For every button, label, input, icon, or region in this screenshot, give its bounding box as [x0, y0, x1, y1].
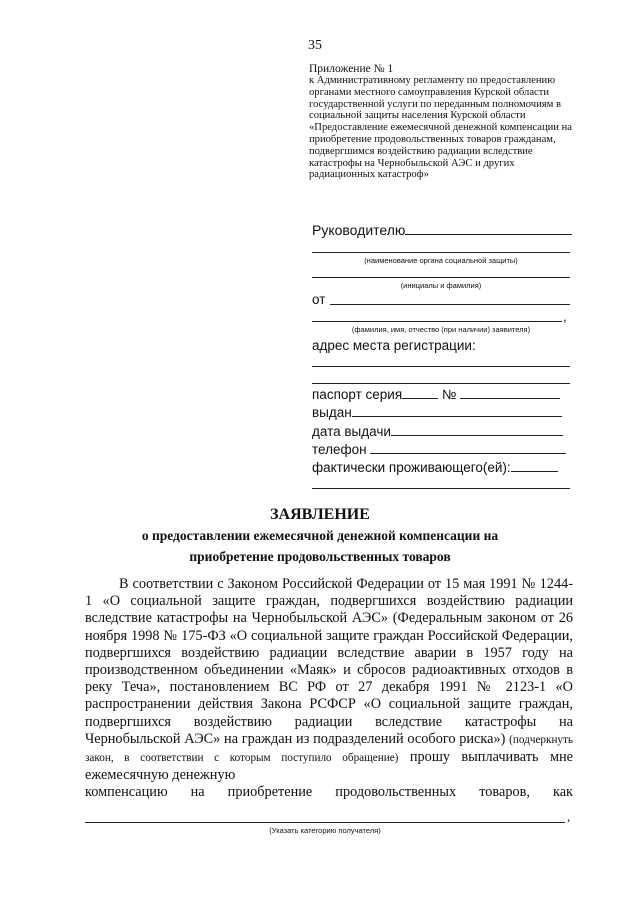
appendix-body: к Административному регламенту по предоставлению органами местного самоуправления Курской области государственной услуги по переданным полномочиям в социальной защиты населения Курской области «Предоставление ежемесячной денежной компенсации на приобретение продовольственных товаров гражданам, подвергшимся воздействию радиации вследствие катастрофы на Чернобыльской АЭС и других радиационных катастроф» [309, 75, 572, 181]
issue-date-field [312, 423, 563, 440]
phone-line[interactable] [370, 441, 566, 454]
passport-series-line[interactable] [402, 386, 438, 399]
address-line-1[interactable] [312, 366, 570, 367]
applicant-line[interactable] [312, 321, 562, 322]
paragraph-last-line: компенсацию на приобретение продовольственных товаров, как [85, 784, 573, 801]
issued-field [312, 404, 562, 421]
issued-label: выдан [312, 405, 352, 420]
issue-date-label: дата выдачи [312, 424, 391, 439]
number-label: № [441, 387, 457, 402]
category-comma: , [567, 809, 571, 824]
paragraph-text: В соответствии с Законом Российской Федерации от 15 мая 1991 № 1244-1 «О социальной защите граждан, подвергшихся воздействию радиации вследствие катастрофы на Чернобыльской АЭС» (Федеральным законом от 26 ноября 1998 № 175-ФЗ «О социальной защите граждан Российской Федерации, подвергшихся воздействию радиации вследствие аварии в 1957 году на производственном объединении «Маяк» и сбросов радиоактивных отходов в реку Теча», постановлением ВС РФ от 27 декабря 1991 № 2123-1 «О распространении действия Закона РСФСР «О социальной защите граждан, подвергшихся воздействию радиации вследствие катастрофы на Чернобыльской АЭС» на граждан из подразделений особого риска») [85, 576, 573, 747]
address-line-2[interactable] [312, 383, 570, 384]
residence-line[interactable] [511, 459, 558, 472]
phone-label: телефон [312, 442, 367, 457]
initials-caption: (инициалы и фамилия) [400, 281, 482, 290]
applicant-comma: , [563, 309, 567, 324]
passport-field [312, 386, 560, 403]
head-label: Руководителю [312, 222, 406, 238]
category-caption: (Указать категорию получателя) [269, 826, 381, 835]
passport-label: паспорт серия [312, 387, 403, 402]
page-number: 35 [308, 38, 322, 53]
initials-line[interactable] [312, 277, 570, 278]
residence-field [312, 459, 558, 476]
head-line[interactable] [405, 222, 572, 235]
appendix-title: Приложение № 1 [309, 63, 394, 75]
residence-label: фактически проживающего(ей): [312, 460, 511, 475]
statement-title: ЗАЯВЛЕНИЕ [270, 506, 370, 523]
category-line[interactable] [85, 822, 565, 823]
address-label: адрес места регистрации: [312, 338, 476, 353]
statement-paragraph [85, 576, 573, 802]
from-label: от [312, 292, 326, 307]
residence-line-2[interactable] [312, 488, 570, 489]
passport-number-line[interactable] [460, 386, 560, 399]
head-field [312, 222, 572, 238]
org-caption: (наименование органа социальной защиты) [364, 256, 518, 265]
statement-subtitle-2: приобретение продовольственных товаров [189, 549, 451, 564]
from-field [312, 292, 325, 308]
org-line[interactable] [312, 252, 570, 253]
issue-date-line[interactable] [391, 423, 563, 436]
applicant-caption: (фамилия, имя, отчество (при наличии) заявителя) [351, 325, 531, 334]
paragraph-note: (подчеркнуть закон, в соответствии с которым поступило обращение) [85, 733, 574, 765]
from-line[interactable] [330, 304, 570, 305]
paragraph-continuation: прошу выплачивать мне ежемесячную денежную [85, 749, 573, 784]
issued-line[interactable] [352, 404, 562, 417]
phone-field [312, 441, 566, 458]
statement-subtitle-1: о предоставлении ежемесячной денежной компенсации на [141, 528, 499, 543]
